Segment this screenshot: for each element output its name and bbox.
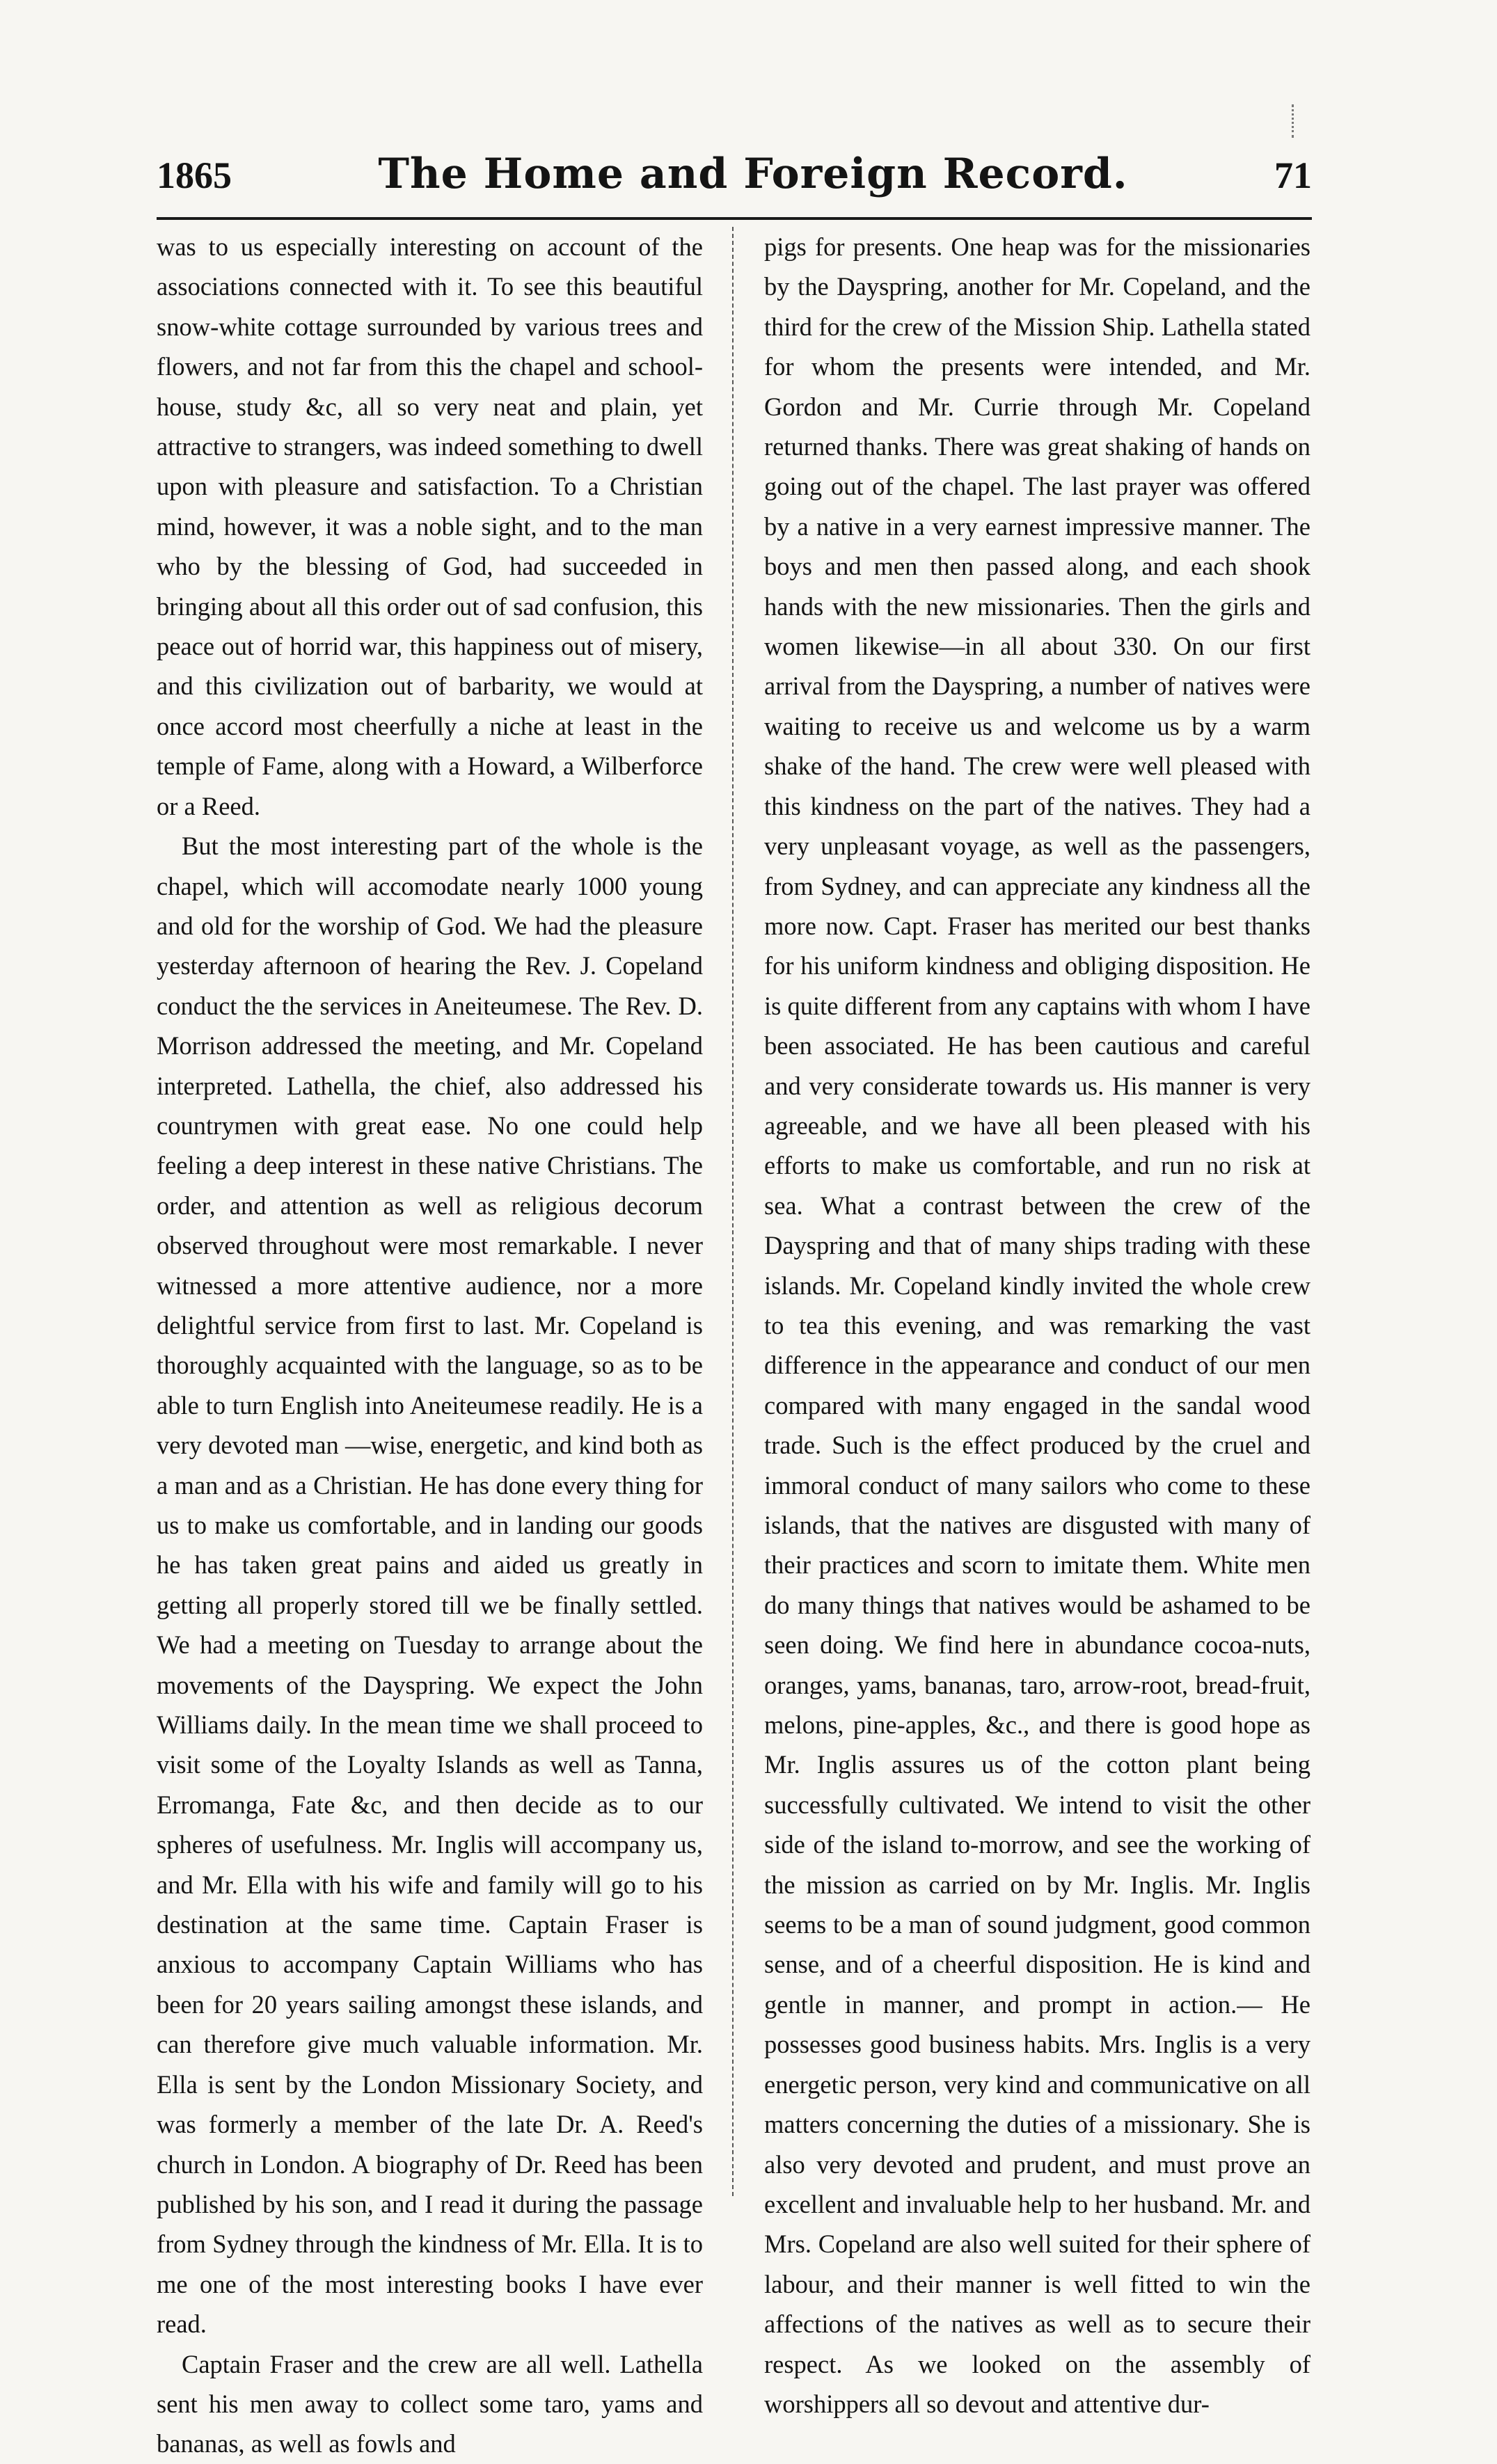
left-paragraph-1: was to us especially interesting on account of the associations connected with it. To see this beautiful snow-white cottage surrounded by various trees and flowers, and not far from this the chapel and school-house, study &c, all so very neat and plain, yet attractive to strangers, was indeed something to dwell upon with pleasure and satisfaction. To a Christian mind, however, it was a noble sight, and to the man who by the blessing of God, had succeeded in bringing about all this order out of sad confusion, this peace out of horrid war, this happiness out of misery, and this civilization out of barbarity, we would at once accord most cheerfully a niche at least in the temple of Fame, along with a Howard, a Wilberforce or a Reed. bbox=[157, 232, 703, 820]
running-header bbox=[157, 150, 1312, 212]
margin-mark bbox=[1292, 104, 1297, 138]
header-year: 1865 bbox=[157, 154, 232, 196]
header-title: The Home and Foreign Record. bbox=[378, 150, 1128, 198]
right-paragraph-1: pigs for presents. One heap was for the missionaries by the Dayspring, another for Mr. Copeland, and the third for the crew of the Mission Ship. Lathella stated for whom the presents were intended, and Mr. Gordon and Mr. Currie through Mr. Copeland returned thanks. There was great shaking of hands on going out of the chapel. The last prayer was offered by a native in a very earnest impressive manner. The boys and men then passed along, and each shook hands with the new missionaries. Then the girls and women likewise—in all about 330. On our first arrival from the Dayspring, a number of natives were waiting to receive us and welcome us by a warm shake of the hand. The crew were well pleased with this kindness on the part of the natives. They had a very unpleasant voyage, as well as the passengers, from Sydney, and can appreciate any kindness all the more now. Capt. Fraser has merited our best thanks for his uniform kindness and obliging disposition. He is quite different from any captains with whom I have been associated. He has been cautious and careful and very considerate towards us. His manner is very agreeable, and we have all been pleased with his efforts to make us comfortable, and run no risk at sea. What a contrast between the crew of the Dayspring and that of many ships trading with these islands. Mr. Copeland kindly invited the whole crew to tea this evening, and was remarking the vast difference in the appearance and conduct of our men compared with many engaged in the sandal wood trade. Such is the effect produced by the cruel and immoral conduct of many sailors who come to these islands, that the natives are disgusted with many of their practices and scorn to imitate them. White men do many things that natives would be ashamed to be seen doing. We find here in abundance cocoa-nuts, oranges, yams, bananas, taro, arrow-root, bread-fruit, melons, pine-apples, &c., and there is good hope as Mr. Inglis assures us of the cotton plant being successfully cultivated. We intend to visit the other side of the island to-morrow, and see the working of the mission as carried on by Mr. Inglis. Mr. Inglis seems to be a man of sound judgment, good common sense, and of a cheerful disposition. He is kind and gentle in manner, and prompt in action.— He possesses good business habits. Mrs. Inglis is a very energetic person, very kind and communicative on all matters concerning the duties of a missionary. She is also very devoted and prudent, and must prove an excellent and invaluable help to her husband. Mr. and Mrs. Copeland are also well suited for their sphere of labour, and their manner is well fitted to win the affections of the natives as well as to secure their respect. As we looked on the assembly of worshippers all so devout and attentive dur- bbox=[764, 232, 1310, 2418]
left-column bbox=[157, 227, 703, 2458]
left-paragraph-2: But the most interesting part of the whole is the chapel, which will accomodate nearly 1000 young and old for the worship of God. We had the pleasure yesterday afternoon of hearing the Rev. J. Copeland conduct the the services in Aneiteumese. The Rev. D. Morrison addressed the meeting, and Mr. Copeland interpreted. Lathella, the chief, also addressed his countrymen with great ease. No one could help feeling a deep interest in these native Christians. The order, and attention as well as religious decorum observed throughout were most remarkable. I never witnessed a more attentive audience, nor a more delightful service from first to last. Mr. Copeland is thoroughly acquainted with the language, so as to be able to turn English into Aneiteumese readily. He is a very devoted man —wise, energetic, and kind both as a man and as a Christian. He has done every thing for us to make us comfortable, and in landing our goods he has taken great pains and aided us greatly in getting all properly stored till we be finally settled. We had a meeting on Tuesday to arrange about the movements of the Dayspring. We expect the John Williams daily. In the mean time we shall proceed to visit some of the Loyalty Islands as well as Tanna, Erromanga, Fate &c, and then decide as to our spheres of usefulness. Mr. Inglis will accompany us, and Mr. Ella with his wife and family will go to his destination at the same time. Captain Fraser is anxious to accompany Captain Williams who has been for 20 years sailing amongst these islands, and can therefore give much valuable information. Mr. Ella is sent by the London Missionary Society, and was formerly a member of the late Dr. A. Reed's church in London. A biography of Dr. Reed has been published by his son, and I read it during the passage from Sydney through the kindness of Mr. Ella. It is to me one of the most interesting books I have ever read. bbox=[157, 832, 703, 2339]
right-column bbox=[764, 227, 1310, 2418]
left-paragraph-3: Captain Fraser and the crew are all well. Lathella sent his men away to collect some taro, yams and bananas, as well as fowls and bbox=[157, 2349, 703, 2458]
column-divider bbox=[732, 227, 734, 2196]
header-rule bbox=[157, 217, 1312, 220]
page-number: 71 bbox=[1274, 154, 1312, 196]
